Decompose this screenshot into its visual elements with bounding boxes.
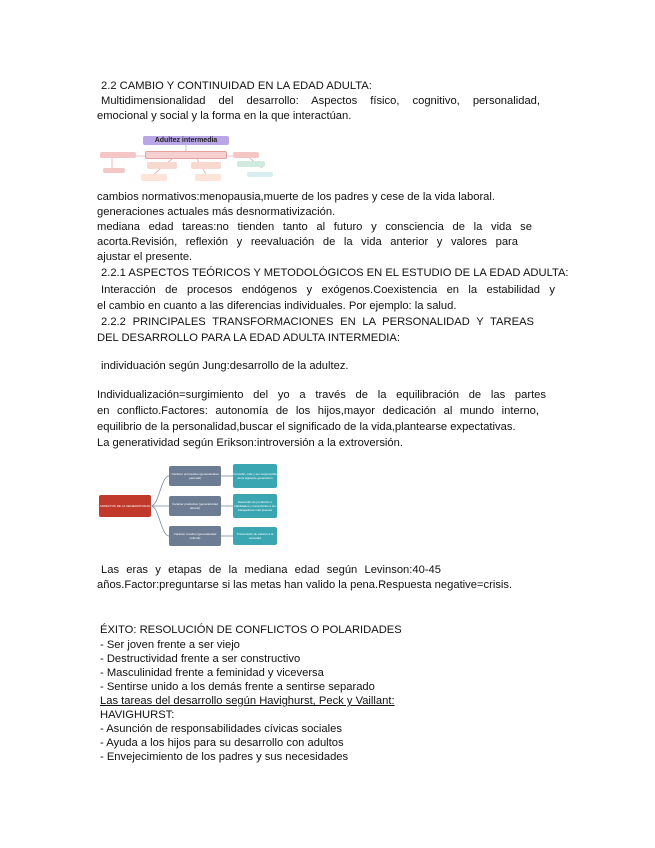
paragraph-line: ajustar el presente. [97, 251, 193, 263]
generatividad-mid-node: Carácter productivo (generatividad laboral) [169, 496, 221, 516]
generatividad-mid-node: Carácter creativo (generatividad cultural) [169, 526, 221, 546]
list-item: - Destructividad frente a ser constructivo [100, 653, 301, 665]
exito-heading: ÉXITO: RESOLUCIÓN DE CONFLICTOS O POLARIDADES [100, 624, 402, 636]
list-item: - Sentirse unido a los demás frente a sentirse separado [100, 681, 375, 693]
list-item: - Envejecimiento de los padres y sus necesidades [100, 751, 349, 763]
diagram-node [195, 174, 221, 181]
paragraph-line: Individualización=surgimiento del yo a través de la equilibración de las partes [97, 389, 546, 401]
paragraph-line: Multidimensionalidad del desarrollo: Aspectos físico, cognitivo, personalidad, [101, 95, 540, 107]
generatividad-right-node: Desarrollo de productos o habilidades y transmitirlos a los trabajadores más jóvenes [233, 494, 277, 518]
generatividad-diagram [97, 460, 279, 552]
paragraph-line: en conflicto.Factores: autonomía de los hijos,mayor dedicación al mundo interno, [97, 405, 539, 417]
diagram-node [247, 172, 273, 177]
tareas-subheading: HAVIGHURST: [100, 709, 175, 721]
paragraph-line: generaciones actuales más desnormativización. [97, 206, 336, 218]
paragraph-line: Las eras y etapas de la mediana edad según Levinson:40-45 [101, 564, 441, 576]
diagram-node [141, 174, 167, 181]
diagram-node [100, 152, 136, 158]
section-2-2-heading: 2.2 CAMBIO Y CONTINUIDAD EN LA EDAD ADULTA: [101, 80, 372, 92]
generatividad-mid-node: Carácter procreativo (generatividad parental) [169, 466, 221, 486]
diagram-node [191, 162, 221, 169]
paragraph-line: equilibrio de la personalidad,buscar el significado de la vida,plantearse expectativas. [97, 421, 516, 433]
list-item: - Asunción de responsabilidades cívicas sociales [100, 723, 342, 735]
generatividad-right-node: Concebir, criar y ser responsable de la siguiente generación [233, 464, 277, 488]
diagram-title: Adultez intermedia [143, 136, 229, 145]
generatividad-right-node: Transmisión de valores a la sociedad [233, 527, 277, 545]
paragraph-line: el cambio en cuanto a las diferencias individuales. Por ejemplo: la salud. [97, 300, 457, 312]
paragraph-line: cambios normativos:menopausia,muerte de los padres y cese de la vida laboral. [97, 191, 495, 203]
adultez-intermedia-diagram [97, 134, 275, 186]
tareas-heading: Las tareas del desarrollo según Havighurst, Peck y Vaillant: [100, 695, 395, 707]
generatividad-root: ASPECTOS DE LA GENERATIVIDAD [99, 495, 151, 517]
paragraph-line: La generatividad según Erikson:introversión a la extroversión. [97, 437, 403, 449]
paragraph-line: emocional y social y la forma en la que interactúan. [97, 110, 352, 122]
section-2-2-2-heading: DEL DESARROLLO PARA LA EDAD ADULTA INTERMEDIA: [97, 332, 400, 344]
paragraph-line: Interacción de procesos endógenos y exógenos.Coexistencia en la estabilidad y [101, 284, 555, 296]
section-2-2-1-heading: 2.2.1 ASPECTOS TEÓRICOS Y METODOLÓGICOS EN EL ESTUDIO DE LA EDAD ADULTA: [101, 267, 569, 279]
paragraph-line: mediana edad tareas:no tienden tanto al futuro y consciencia de la vida se [97, 221, 532, 233]
list-item: - Ser joven frente a ser viejo [100, 639, 240, 651]
list-item: - Masculinidad frente a feminidad y viceversa [100, 667, 324, 679]
diagram-node [237, 161, 265, 167]
diagram-node [147, 162, 177, 169]
diagram-node [103, 168, 125, 173]
paragraph-line: individuación según Jung:desarrollo de la adultez. [101, 360, 349, 372]
list-item: - Ayuda a los hijos para su desarrollo con adultos [100, 737, 344, 749]
diagram-node [145, 151, 227, 159]
paragraph-line: años.Factor:preguntarse si las metas han valido la pena.Respuesta negative=crisis. [97, 579, 513, 591]
section-2-2-2-heading: 2.2.2 PRINCIPALES TRANSFORMACIONES EN LA PERSONALIDAD Y TAREAS [101, 316, 534, 328]
paragraph-line: acorta.Revisión, reflexión y reevaluación de la vida anterior y valores para [97, 236, 518, 248]
diagram-node [233, 152, 259, 158]
